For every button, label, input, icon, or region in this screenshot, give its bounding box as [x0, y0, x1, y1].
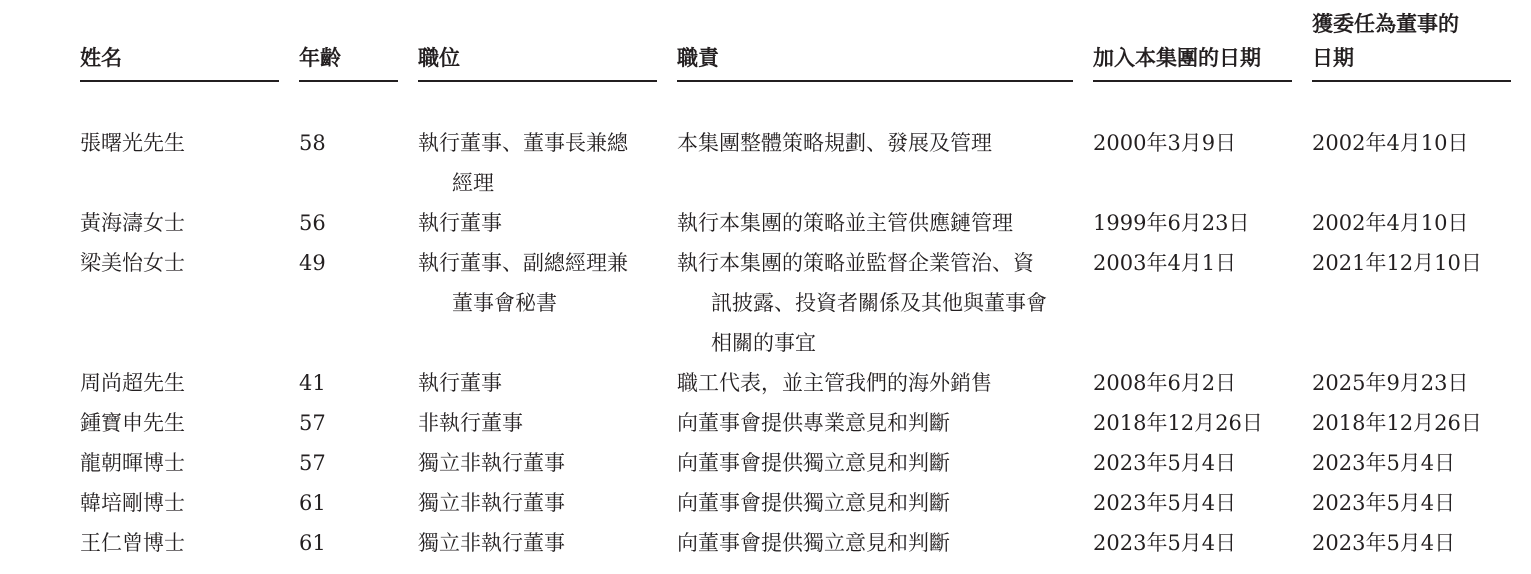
cell-join-date: 2023年5月4日	[1093, 531, 1237, 555]
cell-name: 鍾寶申先生	[80, 411, 185, 435]
cell-line: 執行董事、董事長兼總	[418, 131, 628, 155]
table-row	[0, 363, 1531, 403]
table-row	[0, 203, 1531, 243]
cell-duties	[677, 523, 950, 563]
table-row	[0, 243, 1531, 363]
header-position	[418, 0, 657, 82]
cell-join-date: 2000年3月9日	[1093, 131, 1237, 155]
cell-join-date: 2018年12月26日	[1093, 411, 1263, 435]
cell-duties	[677, 483, 950, 523]
cell-line: 獨立非執行董事	[418, 451, 565, 475]
header-name	[80, 0, 279, 82]
cell-name: 梁美怡女士	[80, 251, 185, 275]
cell-name: 韓培剛博士	[80, 491, 185, 515]
cell-line: 向董事會提供專業意見和判斷	[677, 411, 950, 435]
table-row	[0, 443, 1531, 483]
table-row	[0, 483, 1531, 523]
cell-join-date: 2008年6月2日	[1093, 371, 1237, 395]
cell-duties	[677, 403, 950, 443]
cell-line: 執行董事	[418, 371, 502, 395]
cell-line: 執行董事、副總經理兼	[418, 251, 628, 275]
cell-line: 本集團整體策略規劃、發展及管理	[677, 131, 992, 155]
cell-age: 61	[299, 531, 326, 555]
cell-appoint-date: 2025年9月23日	[1312, 371, 1469, 395]
cell-age: 61	[299, 491, 326, 515]
table-row	[0, 523, 1531, 563]
cell-position	[418, 363, 502, 403]
header-join-date	[1093, 0, 1292, 82]
cell-line: 經理	[452, 171, 494, 195]
header-duties-label: 職責	[677, 45, 719, 70]
cell-line: 向董事會提供獨立意見和判斷	[677, 451, 950, 475]
cell-age: 58	[299, 131, 326, 155]
cell-line: 獨立非執行董事	[418, 531, 565, 555]
cell-line: 職工代表，並主管我們的海外銷售	[677, 371, 992, 395]
cell-line: 非執行董事	[418, 411, 523, 435]
cell-join-date: 2023年5月4日	[1093, 491, 1237, 515]
cell-appoint-date: 2021年12月10日	[1312, 251, 1482, 275]
cell-line: 相關的事宜	[711, 331, 816, 355]
cell-line: 向董事會提供獨立意見和判斷	[677, 531, 950, 555]
cell-join-date: 2003年4月1日	[1093, 251, 1237, 275]
cell-line: 執行本集團的策略並監督企業管治、資	[677, 251, 1034, 275]
cell-duties	[677, 443, 950, 483]
cell-age: 57	[299, 451, 326, 475]
cell-name: 周尚超先生	[80, 371, 185, 395]
cell-position	[418, 483, 565, 523]
header-appoint-date	[1312, 0, 1511, 82]
cell-appoint-date: 2023年5月4日	[1312, 531, 1456, 555]
cell-appoint-date: 2002年4月10日	[1312, 131, 1469, 155]
table-row	[0, 403, 1531, 443]
cell-appoint-date: 2023年5月4日	[1312, 451, 1456, 475]
header-appoint-date-label-line2: 日期	[1312, 45, 1354, 70]
cell-position	[418, 523, 565, 563]
cell-appoint-date: 2018年12月26日	[1312, 411, 1482, 435]
header-appoint-date-label-line1: 獲委任為董事的	[1312, 11, 1459, 36]
cell-position	[418, 403, 523, 443]
cell-join-date: 1999年6月23日	[1093, 211, 1250, 235]
header-join-date-label: 加入本集團的日期	[1093, 45, 1261, 70]
cell-join-date: 2023年5月4日	[1093, 451, 1237, 475]
cell-line: 向董事會提供獨立意見和判斷	[677, 491, 950, 515]
cell-line: 獨立非執行董事	[418, 491, 565, 515]
cell-appoint-date: 2023年5月4日	[1312, 491, 1456, 515]
cell-name: 王仁曾博士	[80, 531, 185, 555]
cell-name: 龍朝暉博士	[80, 451, 185, 475]
cell-line: 董事會秘書	[452, 291, 557, 315]
cell-name: 黃海濤女士	[80, 211, 185, 235]
cell-age: 56	[299, 211, 326, 235]
cell-age: 41	[299, 371, 326, 395]
cell-position	[418, 243, 628, 323]
cell-duties	[677, 203, 1013, 243]
table-row	[0, 123, 1531, 203]
header-name-label: 姓名	[80, 45, 122, 70]
cell-age: 57	[299, 411, 326, 435]
cell-duties	[677, 363, 992, 403]
cell-duties	[677, 243, 1047, 363]
header-age	[299, 0, 398, 82]
header-position-label: 職位	[418, 45, 460, 70]
cell-appoint-date: 2002年4月10日	[1312, 211, 1469, 235]
header-duties	[677, 0, 1073, 82]
cell-name: 張曙光先生	[80, 131, 185, 155]
cell-position	[418, 443, 565, 483]
cell-position	[418, 203, 502, 243]
header-age-label: 年齡	[299, 45, 341, 70]
cell-line: 訊披露、投資者關係及其他與董事會	[711, 291, 1047, 315]
cell-duties	[677, 123, 992, 163]
cell-line: 執行董事	[418, 211, 502, 235]
cell-position	[418, 123, 628, 203]
cell-line: 執行本集團的策略並主管供應鏈管理	[677, 211, 1013, 235]
cell-age: 49	[299, 251, 326, 275]
